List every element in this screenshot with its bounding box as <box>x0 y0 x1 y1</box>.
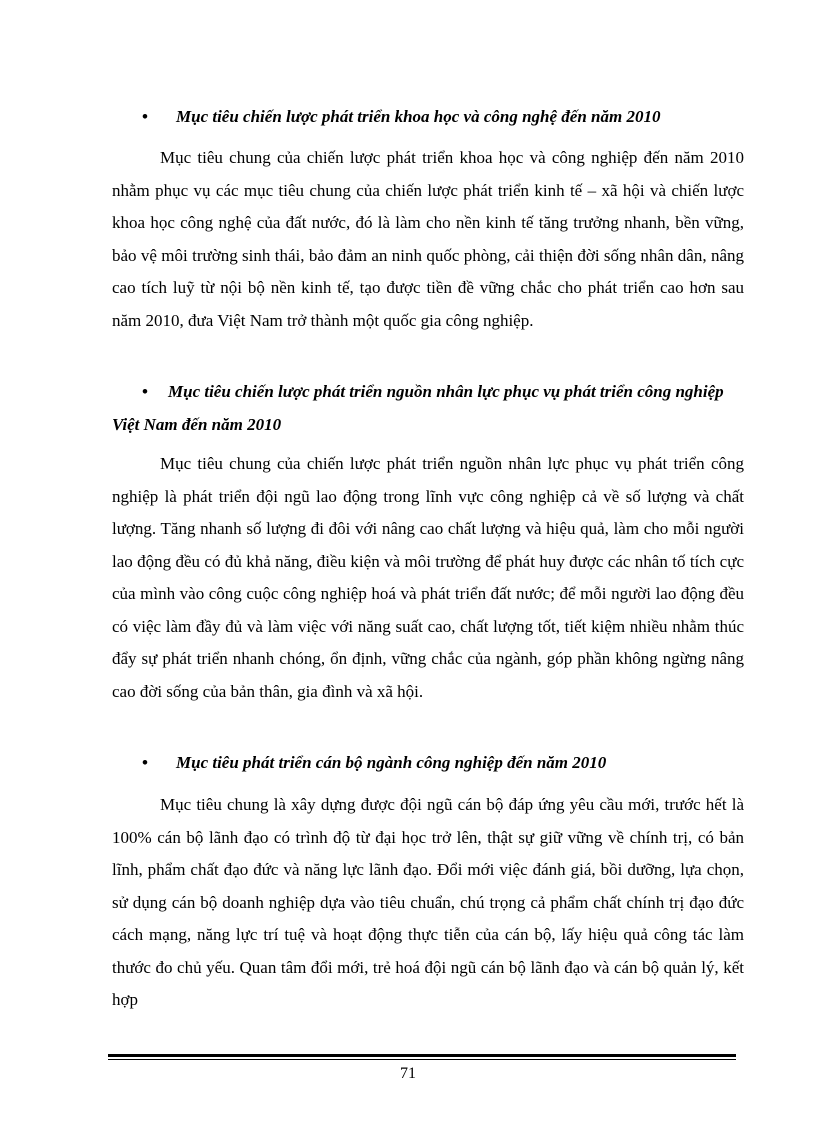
bullet-icon: • <box>142 753 148 772</box>
bullet-icon: • <box>142 382 148 401</box>
bullet-icon: • <box>142 107 148 126</box>
section-paragraph-2: Mục tiêu chung của chiến lược phát triển nguồn nhân lực phục vụ phát triển công nghiệp là phát triển đội ngũ lao động trong lĩnh vực công nghiệp cả về số lượng và chất lượng. Tăng nhanh số lượng đi đôi với nâng cao chất lượng và hiệu quả, làm cho mỗi người lao động đều có đủ khả năng, điều kiện và môi trường để phát huy được các nhân tố tích cực của mình vào công cuộc công nghiệp hoá và phát triển đất nước; để mỗi người lao động đều có việc làm đầy đủ và làm việc với năng suất cao, chất lượng tốt, tiết kiệm nhiều nhằm thúc đẩy sự phát triển nhanh chóng, ổn định, vững chắc của ngành, góp phần không ngừng nâng cao đời sống của bản thân, gia đình và xã hội. <box>112 454 744 701</box>
heading-text: Mục tiêu chiến lược phát triển nguồn nhân lực phục vụ phát triển công nghiệp Việt Nam đến năm 2010 <box>112 382 724 434</box>
section-heading-3 <box>112 746 744 779</box>
section-paragraph-1: Mục tiêu chung của chiến lược phát triển khoa học và công nghiệp đến năm 2010 nhằm phục vụ các mục tiêu chung của chiến lược phát triển kinh tế – xã hội và chiến lược khoa học công nghệ của đất nước, đó là làm cho nền kinh tế tăng trưởng nhanh, bền vững, bảo vệ môi trường sinh thái, bảo đảm an ninh quốc phòng, cải thiện đời sống nhân dân, nâng cao tích luỹ từ nội bộ nền kinh tế, tạo được tiền đề vững chắc cho phát triển cao hơn sau năm 2010, đưa Việt Nam trở thành một quốc gia công nghiệp. <box>112 148 744 330</box>
page-number: 71 <box>400 1065 416 1082</box>
footer-rule-thick <box>108 1054 736 1057</box>
section-paragraph-3: Mục tiêu chung là xây dựng được đội ngũ cán bộ đáp ứng yêu cầu mới, trước hết là 100% cán bộ lãnh đạo có trình độ từ đại học trở lên, thật sự giữ vững về chính trị, có bản lĩnh, phẩm chất đạo đức và năng lực lãnh đạo. Đổi mới việc đánh giá, bồi dưỡng, lựa chọn, sử dụng cán bộ doanh nghiệp dựa vào tiêu chuẩn, chú trọng cả phẩm chất chính trị đạo đức cách mạng, năng lực trí tuệ và hoạt động thực tiễn của cán bộ, lấy hiệu quả công tác làm thước đo chủ yếu. Quan tâm đổi mới, trẻ hoá đội ngũ cán bộ lãnh đạo và cán bộ quản lý, kết hợp <box>112 795 744 1009</box>
section-heading-1 <box>112 100 744 133</box>
heading-text: Mục tiêu chiến lược phát triển khoa học và công nghệ đến năm 2010 <box>176 107 661 126</box>
footer-rule-thin <box>108 1059 736 1060</box>
section-heading-2 <box>112 375 744 441</box>
heading-text: Mục tiêu phát triển cán bộ ngành công nghiệp đến năm 2010 <box>176 753 607 772</box>
